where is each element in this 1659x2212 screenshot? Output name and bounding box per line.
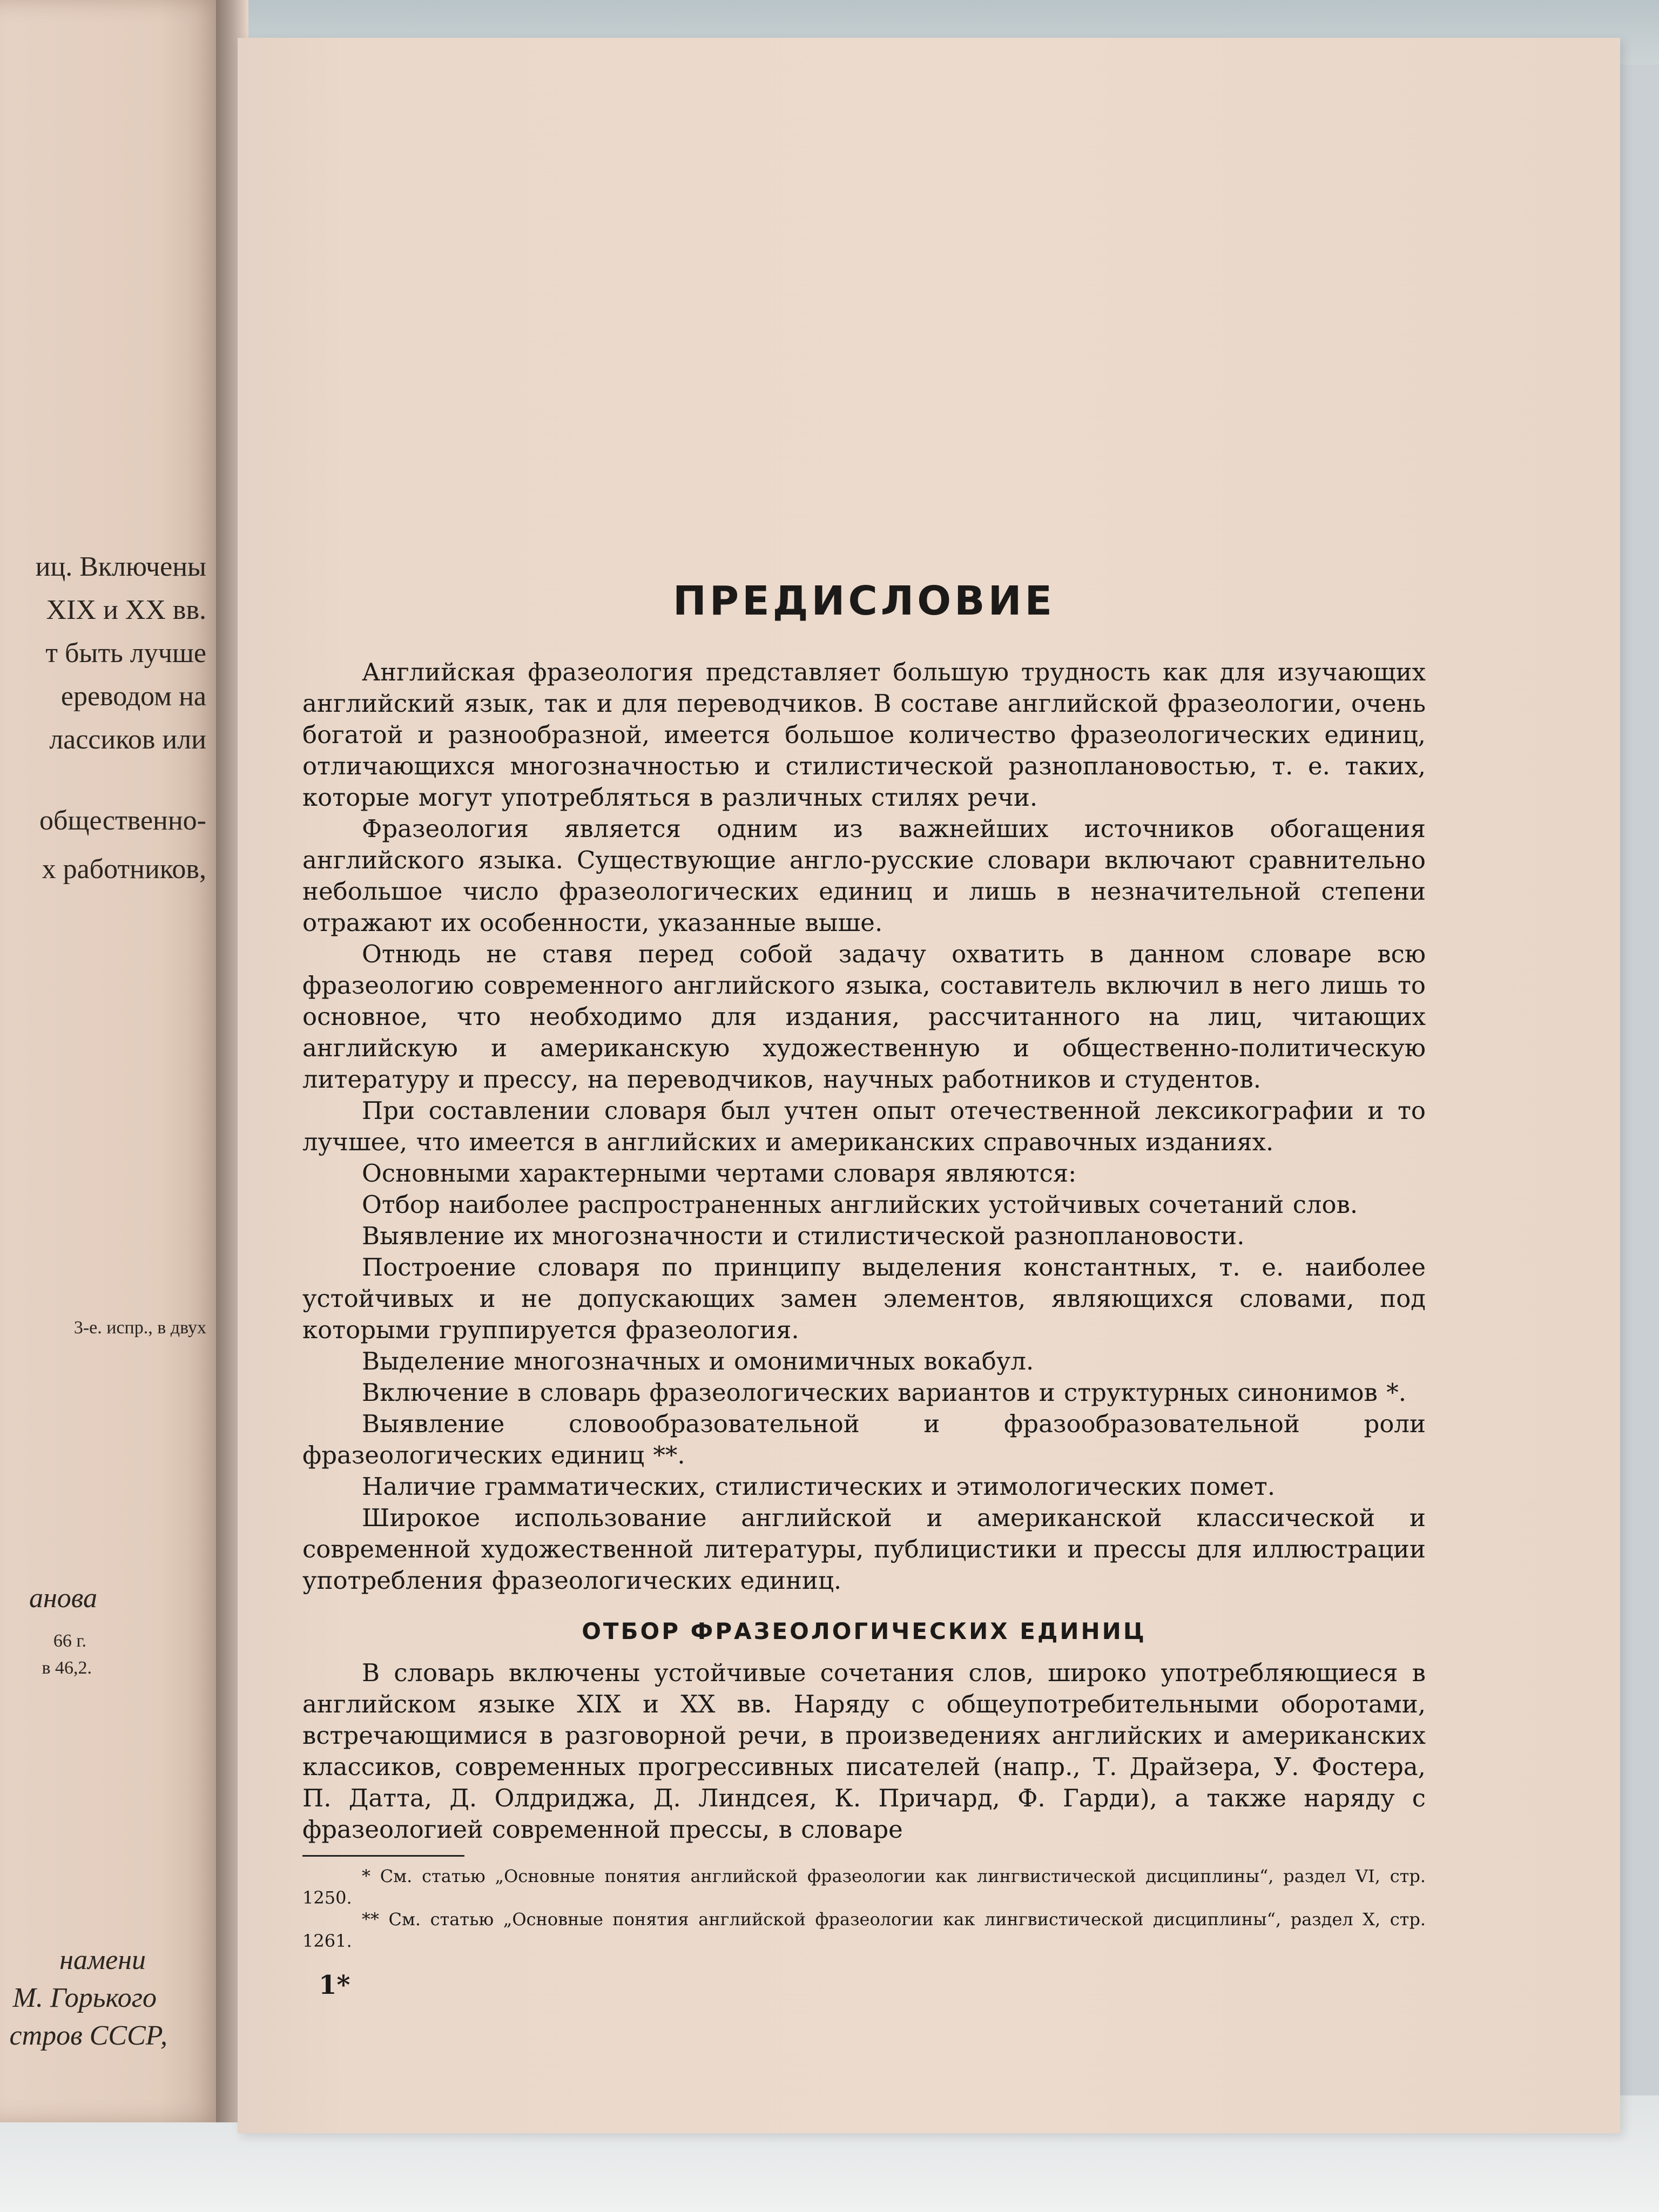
left-page-fragment: т быть лучше [45, 638, 206, 669]
left-page-fragment: лассиков или [49, 724, 206, 755]
paragraph: Широкое использование английской и американской классической и современной художественной литературы, публицистики и прессы для иллюстрации употребления фразеологических единиц. [302, 1503, 1426, 1595]
paragraph: Фразеология является одним из важнейших источников обогащения английского языка. Существующие англо-русские словари включают сравнительно небольшое число фразеологических единиц и лишь в незначительной степени отражают их особенности, указанные выше. [302, 814, 1426, 937]
paragraph: Выявление их многозначности и стилистической разноплановости. [362, 1222, 1245, 1250]
left-facing-page [0, 0, 227, 2122]
page-content [302, 578, 1426, 2000]
left-page-fragment: иц. Включены [35, 551, 206, 582]
paragraph: Отнюдь не ставя перед собой задачу охватить в данном словаре всю фразеологию современного английского языка, составитель включил в него лишь то основное, что необходимо для издания, рассчитанного на лиц, читающих английскую и американскую художественную и общественно-политическую литературу и прессу, на переводчиков, научных работников и студентов. [302, 940, 1426, 1094]
paragraph: При составлении словаря был учтен опыт отечественной лексикографии и то лучшее, что имеется в английских и американских справочных изданиях. [302, 1096, 1426, 1156]
footnote: ** См. статью „Основные понятия английской фразеологии как лингвистической дисциплины“, раздел X, стр. 1261. [302, 1909, 1426, 1951]
left-page-fragment: 3-е. испр., в двух [73, 1318, 206, 1338]
left-page-fragment: анова [29, 1583, 97, 1614]
left-page-fragment: стров СССР, [9, 2020, 167, 2051]
left-page-fragment: М. Горького [12, 1982, 157, 2013]
left-page-fragment: намени [59, 1945, 146, 1975]
footnote-divider [302, 1855, 464, 1857]
left-page-fragment: в 46,2. [42, 1658, 92, 1678]
book-page [238, 38, 1620, 2133]
paragraph: Выявление словообразовательной и фразообразовательной роли фразеологических единиц **. [302, 1410, 1426, 1469]
paragraph: Английская фразеология представляет большую трудность как для изучающих английский язык, так и для переводчиков. В составе английской фразеологии, очень богатой и разнообразной, имеется большое количество фразеологических единиц, отличающихся многозначностью и стилистической разноплановостью, т. е. таких, которые могут употребляться в различных стилях речи. [302, 658, 1426, 812]
footnote: * См. статью „Основные понятия английской фразеологии как лингвистической дисциплины“, раздел VI, стр. 1250. [302, 1866, 1426, 1908]
paragraph: Основными характерными чертами словаря являются: [362, 1159, 1077, 1188]
left-page-fragment: общественно- [39, 805, 206, 836]
left-page-fragment: XIX и XX вв. [46, 595, 206, 625]
paragraph: Наличие грамматических, стилистических и этимологических помет. [362, 1472, 1276, 1501]
paragraph: Выделение многозначных и омонимичных вокабул. [362, 1347, 1034, 1375]
paragraph: Построение словаря по принципу выделения константных, т. е. наиболее устойчивых и не допускающих замен элементов, являющихся словами, под которыми группируется фразеология. [302, 1253, 1426, 1344]
paragraph: Включение в словарь фразеологических вариантов и структурных синонимов *. [362, 1378, 1406, 1407]
page-title: ПРЕДИСЛОВИЕ [672, 578, 1056, 624]
left-page-fragment: 66 г. [53, 1631, 86, 1651]
left-page-fragment: ереводом на [60, 681, 206, 712]
section-paragraph: В словарь включены устойчивые сочетания слов, широко употребляющиеся в английском языке XIX и XX вв. Наряду с общеупотребительными оборотами, встречающимися в разговорной речи, в произведениях английских и американских классиков, современных прогрессивных писателей (напр., Т. Драйзера, У. Фостера, П. Датта, Д. Олдриджа, Д. Линдсея, К. Причард, Ф. Гарди), а также наряду с фразеологией современной прессы, в словаре [302, 1658, 1426, 1844]
paragraph: Отбор наиболее распространенных английских устойчивых сочетаний слов. [362, 1190, 1358, 1219]
page-number: 1* [319, 1970, 350, 2000]
left-page-fragment: х работников, [42, 854, 206, 885]
section-title: ОТБОР ФРАЗЕОЛОГИЧЕСКИХ ЕДИНИЦ [582, 1618, 1147, 1644]
